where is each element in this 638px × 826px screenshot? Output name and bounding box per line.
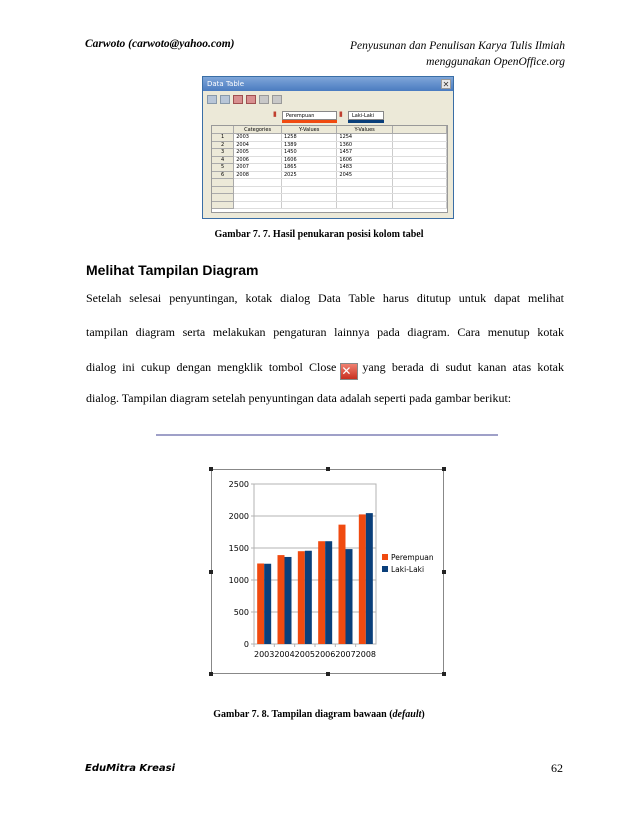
empty-cell — [337, 201, 392, 209]
separator-line — [156, 434, 498, 436]
empty-cell — [212, 186, 234, 194]
empty-cell — [392, 164, 446, 172]
empty-cell — [212, 201, 234, 209]
empty-cell — [281, 186, 336, 194]
category-cell[interactable]: 2005 — [234, 149, 282, 157]
paragraph-text: yang berada di sudut kanan atas kotak — [362, 360, 564, 374]
y-tick-label: 500 — [233, 608, 249, 617]
bar-perempuan — [257, 563, 264, 644]
row-number-cell[interactable]: 6 — [212, 171, 234, 179]
table-row — [212, 134, 447, 142]
empty-cell — [392, 134, 446, 142]
empty-cell — [234, 194, 282, 202]
bar-perempuan — [278, 555, 285, 644]
series-name-field-1[interactable]: Perempuan — [282, 111, 337, 120]
empty-cell — [392, 179, 446, 187]
dialog-toolbar — [207, 95, 282, 105]
selection-handle[interactable] — [442, 672, 446, 676]
bar-perempuan — [318, 541, 325, 644]
value-cell[interactable]: 1606 — [337, 156, 392, 164]
corner-cell — [212, 126, 234, 134]
series-chart-icon: ▮ — [273, 110, 277, 118]
legend-swatch — [382, 554, 388, 560]
row-number-cell[interactable]: 4 — [212, 156, 234, 164]
legend-label: Perempuan — [391, 553, 434, 562]
bar-laki-laki — [346, 549, 353, 644]
section-title: Melihat Tampilan Diagram — [86, 262, 259, 278]
y-tick-label: 1000 — [228, 576, 249, 585]
empty-cell — [281, 201, 336, 209]
empty-row — [212, 201, 447, 209]
table-row — [212, 164, 447, 172]
value-cell[interactable]: 1606 — [281, 156, 336, 164]
value-cell[interactable]: 1483 — [337, 164, 392, 172]
empty-row — [212, 194, 447, 202]
empty-cell — [392, 156, 446, 164]
running-header-title — [265, 38, 565, 70]
selection-handle[interactable] — [209, 467, 213, 471]
row-number-cell[interactable]: 5 — [212, 164, 234, 172]
selection-handle[interactable] — [326, 672, 330, 676]
empty-row — [212, 186, 447, 194]
move-series-icon[interactable] — [272, 95, 282, 104]
row-number-cell[interactable]: 1 — [212, 134, 234, 142]
empty-cell — [212, 194, 234, 202]
empty-cell — [392, 141, 446, 149]
selection-handle[interactable] — [209, 570, 213, 574]
caption-text-end: ) — [421, 709, 425, 720]
x-tick-label: 2005 — [294, 650, 316, 659]
close-button-icon: ✕ — [340, 363, 358, 380]
bar-laki-laki — [305, 551, 312, 644]
bar-chart — [211, 469, 444, 674]
x-tick-label: 2008 — [355, 650, 377, 659]
empty-row — [212, 179, 447, 187]
legend-label: Laki-Laki — [391, 565, 425, 574]
category-cell[interactable]: 2007 — [234, 164, 282, 172]
selection-handle[interactable] — [442, 467, 446, 471]
paragraph-line — [86, 360, 564, 380]
x-tick-label: 2007 — [335, 650, 356, 659]
value-cell[interactable]: 1389 — [281, 141, 336, 149]
selection-handle[interactable] — [326, 467, 330, 471]
chart-canvas — [212, 470, 445, 675]
empty-cell — [281, 194, 336, 202]
value-cell[interactable]: 2045 — [337, 171, 392, 179]
running-header-title-line2: menggunakan OpenOffice.org — [426, 56, 565, 68]
bar-perempuan — [298, 551, 305, 644]
value-cell[interactable]: 1254 — [337, 134, 392, 142]
legend-swatch — [382, 566, 388, 572]
table-header-row — [212, 126, 447, 134]
column-header — [392, 126, 446, 134]
empty-cell — [392, 201, 446, 209]
empty-cell — [234, 186, 282, 194]
insert-row-icon[interactable] — [207, 95, 217, 104]
selection-handle[interactable] — [209, 672, 213, 676]
category-cell[interactable]: 2008 — [234, 171, 282, 179]
data-table-dialog — [202, 76, 454, 219]
running-header-title-line1: Penyusunan dan Penulisan Karya Tulis Ilmiah — [350, 40, 565, 52]
series-chart-icon: ▮ — [339, 110, 343, 118]
empty-cell — [337, 186, 392, 194]
value-cell[interactable]: 1258 — [281, 134, 336, 142]
insert-series-icon[interactable] — [220, 95, 230, 104]
empty-cell — [392, 149, 446, 157]
value-cell[interactable]: 2025 — [281, 171, 336, 179]
row-number-cell[interactable]: 3 — [212, 149, 234, 157]
table-row — [212, 149, 447, 157]
empty-cell — [234, 179, 282, 187]
data-table — [212, 126, 447, 209]
delete-row-icon[interactable] — [233, 95, 243, 104]
series-name-field-2[interactable]: Laki-Laki — [348, 111, 384, 120]
bar-perempuan — [339, 525, 346, 644]
category-cell[interactable]: 2004 — [234, 141, 282, 149]
bar-perempuan — [359, 514, 366, 644]
bar-laki-laki — [264, 564, 271, 644]
column-header[interactable]: Y-Values — [337, 126, 392, 134]
bar-laki-laki — [285, 557, 292, 644]
caption-italic-text: default — [392, 709, 422, 720]
y-tick-label: 0 — [243, 640, 249, 649]
empty-cell — [392, 194, 446, 202]
series-color-bar-2 — [348, 120, 384, 123]
row-number-cell[interactable]: 2 — [212, 141, 234, 149]
figure-caption-7-8 — [0, 709, 638, 720]
empty-cell — [392, 186, 446, 194]
category-cell[interactable]: 2006 — [234, 156, 282, 164]
y-tick-label: 1500 — [228, 544, 249, 553]
close-icon[interactable]: ✕ — [442, 80, 450, 89]
plot-area — [254, 484, 376, 644]
page-number: 62 — [551, 761, 563, 775]
series-color-bar-1 — [282, 120, 337, 123]
paragraph-line: dialog. Tampilan diagram setelah penyuntingan data adalah seperti pada gambar berikut: — [86, 391, 512, 405]
empty-cell — [212, 179, 234, 187]
y-tick-label: 2500 — [228, 480, 249, 489]
column-header[interactable]: Categories — [234, 126, 282, 134]
table-row — [212, 171, 447, 179]
category-cell[interactable]: 2003 — [234, 134, 282, 142]
dialog-title: Data Table — [207, 80, 245, 88]
x-tick-label: 2006 — [314, 650, 336, 659]
bar-laki-laki — [366, 513, 373, 644]
column-header[interactable]: Y-Values — [281, 126, 336, 134]
paragraph-line: tampilan diagram serta melakukan pengaturan lainnya pada diagram. Cara menutup kotak — [86, 325, 564, 339]
selection-handle[interactable] — [442, 570, 446, 574]
empty-cell — [234, 201, 282, 209]
footer-publisher: EduMitra Kreasi — [85, 763, 176, 774]
data-grid — [211, 125, 448, 213]
running-header-author: Carwoto (carwoto@yahoo.com) — [85, 38, 235, 50]
dialog-title-bar — [203, 77, 453, 91]
table-row — [212, 141, 447, 149]
x-tick-label: 2003 — [253, 650, 275, 659]
empty-cell — [337, 194, 392, 202]
paragraph-line: Setelah selesai penyuntingan, kotak dialog Data Table harus ditutup untuk dapat melihat — [86, 291, 564, 305]
value-cell[interactable]: 1360 — [337, 141, 392, 149]
empty-cell — [281, 179, 336, 187]
move-row-icon[interactable] — [259, 95, 269, 104]
y-tick-label: 2000 — [228, 512, 249, 521]
delete-series-icon[interactable] — [246, 95, 256, 104]
value-cell[interactable]: 1457 — [337, 149, 392, 157]
value-cell[interactable]: 1450 — [281, 149, 336, 157]
table-row — [212, 156, 447, 164]
empty-cell — [337, 179, 392, 187]
figure-caption-7-7: Gambar 7. 7. Hasil penukaran posisi kolom tabel — [214, 229, 424, 240]
x-tick-label: 2004 — [274, 650, 295, 659]
caption-text: Gambar 7. 8. Tampilan diagram bawaan ( — [213, 709, 393, 720]
bar-laki-laki — [325, 541, 332, 644]
paragraph-text: dialog ini cukup dengan mengklik tombol Close — [86, 360, 337, 374]
empty-cell — [392, 171, 446, 179]
value-cell[interactable]: 1865 — [281, 164, 336, 172]
